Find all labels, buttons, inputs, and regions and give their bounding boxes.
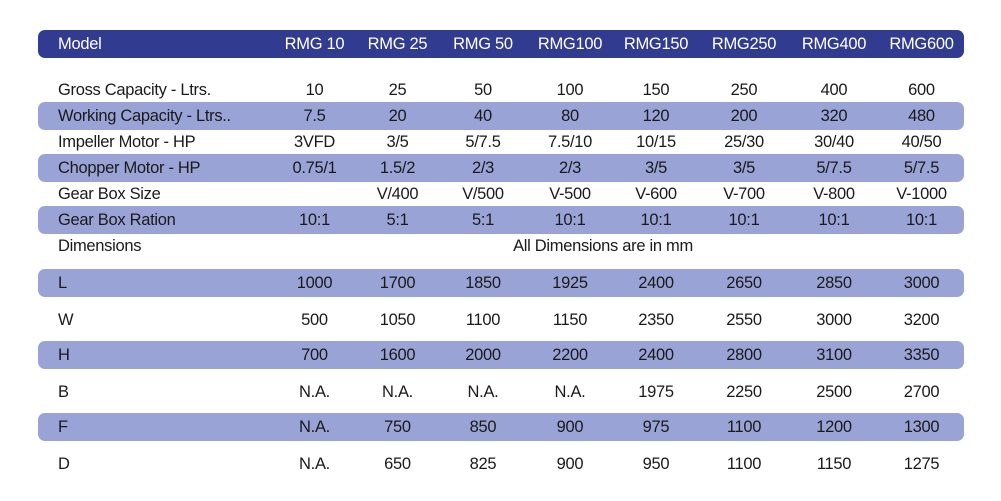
table-cell: 3/5 xyxy=(386,132,409,151)
table-cell: 500 xyxy=(301,310,328,329)
spec-row-gear-box-size xyxy=(38,182,964,206)
table-cell: 700 xyxy=(301,345,328,364)
row-label: Impeller Motor - HP xyxy=(58,132,196,151)
table-cell: 3/5 xyxy=(644,158,668,177)
table-cell: 900 xyxy=(556,454,584,473)
table-cell: 1600 xyxy=(379,345,416,364)
table-cell: 950 xyxy=(642,454,670,473)
table-cell: N.A. xyxy=(299,454,330,473)
table-cell: 3/5 xyxy=(732,158,756,177)
table-cell: 1300 xyxy=(903,417,940,436)
table-cell: 10/15 xyxy=(636,132,676,151)
table-cell: 3200 xyxy=(903,310,940,329)
table-cell: 1050 xyxy=(379,310,416,329)
spec-row-gear-box-ration xyxy=(38,206,964,234)
row-label: W xyxy=(58,310,74,329)
table-cell: 250 xyxy=(730,80,758,99)
table-cell: 120 xyxy=(642,106,670,125)
header-label: Model xyxy=(58,34,102,53)
table-cell: 400 xyxy=(820,80,848,99)
table-cell: 1850 xyxy=(465,273,501,292)
table-cell: 1200 xyxy=(816,417,852,436)
table-cell: 5:1 xyxy=(386,210,409,229)
row-label: Gross Capacity - Ltrs. xyxy=(58,80,211,99)
table-cell: V-600 xyxy=(635,184,677,203)
table-cell xyxy=(273,185,356,204)
table-cell: 10 xyxy=(305,80,324,99)
model-name: RMG100 xyxy=(537,34,603,53)
table-header-row xyxy=(38,30,964,58)
table-cell: 3VFD xyxy=(294,132,335,151)
table-cell: 1700 xyxy=(379,273,416,292)
spec-row-gross-capacity xyxy=(38,78,964,102)
table-cell: 2650 xyxy=(726,273,762,292)
table-cell: 5/7.5 xyxy=(465,132,501,151)
table-cell: 900 xyxy=(556,417,584,436)
table-cell: 320 xyxy=(820,106,848,125)
table-cell: 50 xyxy=(474,80,492,99)
dimension-row-b xyxy=(38,378,964,406)
table-cell: 10:1 xyxy=(818,210,850,229)
table-cell: V-500 xyxy=(549,184,591,203)
row-label: L xyxy=(58,273,67,292)
table-cell: 2800 xyxy=(726,345,762,364)
table-cell: 600 xyxy=(908,80,935,99)
table-cell: 2700 xyxy=(903,382,940,401)
table-cell: 5:1 xyxy=(471,210,495,229)
table-cell: 2000 xyxy=(465,345,501,364)
dimension-row-h xyxy=(38,341,964,369)
table-cell: 5/7.5 xyxy=(816,158,852,177)
table-cell: 480 xyxy=(908,106,935,125)
model-name: RMG 25 xyxy=(367,34,428,53)
table-cell: 1.5/2 xyxy=(379,158,416,177)
table-cell: 10:1 xyxy=(299,210,330,229)
table-cell: V-700 xyxy=(723,184,765,203)
table-cell: 2250 xyxy=(726,382,762,401)
table-cell: 0.75/1 xyxy=(292,158,337,177)
dimensions-heading-row xyxy=(38,234,964,258)
table-cell: 2400 xyxy=(638,273,674,292)
dimension-row-l xyxy=(38,269,964,297)
table-cell: 2350 xyxy=(638,310,674,329)
table-cell: 3350 xyxy=(903,345,940,364)
table-cell: 2550 xyxy=(726,310,762,329)
table-cell: 30/40 xyxy=(814,132,854,151)
model-name: RMG 10 xyxy=(284,34,345,53)
table-cell: 1100 xyxy=(465,310,501,329)
table-cell: 975 xyxy=(642,417,670,436)
table-cell: 825 xyxy=(469,454,497,473)
table-cell: 2850 xyxy=(816,273,852,292)
table-cell: 40 xyxy=(474,106,492,125)
table-cell: 1100 xyxy=(726,454,762,473)
table-cell: 1975 xyxy=(638,382,674,401)
dimension-row-f xyxy=(38,413,964,441)
row-label: Chopper Motor - HP xyxy=(58,158,201,177)
table-cell: 2500 xyxy=(816,382,852,401)
table-cell: 5/7.5 xyxy=(903,158,940,177)
table-cell: 10:1 xyxy=(554,210,586,229)
table-cell: 3000 xyxy=(816,310,852,329)
model-name: RMG150 xyxy=(623,34,689,53)
table-cell: 20 xyxy=(388,106,407,125)
dimension-row-d xyxy=(38,450,964,478)
table-cell: 2/3 xyxy=(558,158,582,177)
table-cell: 3100 xyxy=(816,345,852,364)
table-cell: 10:1 xyxy=(728,210,760,229)
table-cell: 850 xyxy=(469,417,497,436)
row-label: Gear Box Ration xyxy=(58,210,176,229)
model-name: RMG400 xyxy=(801,34,867,53)
spec-row-chopper-motor xyxy=(38,154,964,182)
row-label: H xyxy=(58,345,70,364)
table-cell: 80 xyxy=(561,106,579,125)
table-cell: 150 xyxy=(642,80,670,99)
row-label: D xyxy=(58,454,70,473)
table-cell: N.A. xyxy=(467,382,499,401)
table-cell: 2200 xyxy=(552,345,588,364)
table-cell: 1100 xyxy=(726,417,762,436)
table-cell: 2400 xyxy=(638,345,674,364)
row-label: Gear Box Size xyxy=(58,184,161,203)
table-cell: 1275 xyxy=(903,454,940,473)
table-cell: 1150 xyxy=(816,454,852,473)
spec-row-impeller-motor xyxy=(38,130,964,154)
table-cell: V-800 xyxy=(813,184,855,203)
table-cell: 200 xyxy=(730,106,758,125)
header-models xyxy=(273,35,964,54)
table-cell: 650 xyxy=(384,454,411,473)
dimensions-label: Dimensions xyxy=(58,236,142,255)
table-cell: 1925 xyxy=(552,273,588,292)
table-cell: V-1000 xyxy=(896,184,947,203)
table-cell: 3000 xyxy=(903,273,940,292)
table-cell: 750 xyxy=(384,417,411,436)
table-cell: 10:1 xyxy=(640,210,672,229)
table-cell: N.A. xyxy=(299,382,330,401)
table-cell: 7.5 xyxy=(303,106,326,125)
row-label: Working Capacity - Ltrs.. xyxy=(58,106,231,125)
table-cell: 2/3 xyxy=(471,158,495,177)
table-cell: 10:1 xyxy=(906,210,937,229)
row-label: B xyxy=(58,382,69,401)
model-name: RMG250 xyxy=(711,34,777,53)
table-cell: V/400 xyxy=(376,184,419,203)
table-cell: 40/50 xyxy=(901,132,942,151)
table-cell: V/500 xyxy=(462,184,504,203)
model-name: RMG600 xyxy=(889,34,954,53)
table-cell: 25 xyxy=(388,80,407,99)
row-label: F xyxy=(58,417,68,436)
dimension-row-w xyxy=(38,306,964,334)
table-cell: 7.5/10 xyxy=(547,132,593,151)
table-cell: 100 xyxy=(556,80,584,99)
table-cell: 1000 xyxy=(296,273,333,292)
dimensions-note: All Dimensions are in mm xyxy=(513,236,693,255)
spec-row-working-capacity xyxy=(38,102,964,130)
table-cell: 25/30 xyxy=(724,132,764,151)
model-name: RMG 50 xyxy=(453,34,513,53)
table-cell: N.A. xyxy=(554,382,586,401)
table-cell: N.A. xyxy=(382,382,413,401)
table-cell: N.A. xyxy=(299,417,330,436)
table-cell: 1150 xyxy=(552,310,588,329)
